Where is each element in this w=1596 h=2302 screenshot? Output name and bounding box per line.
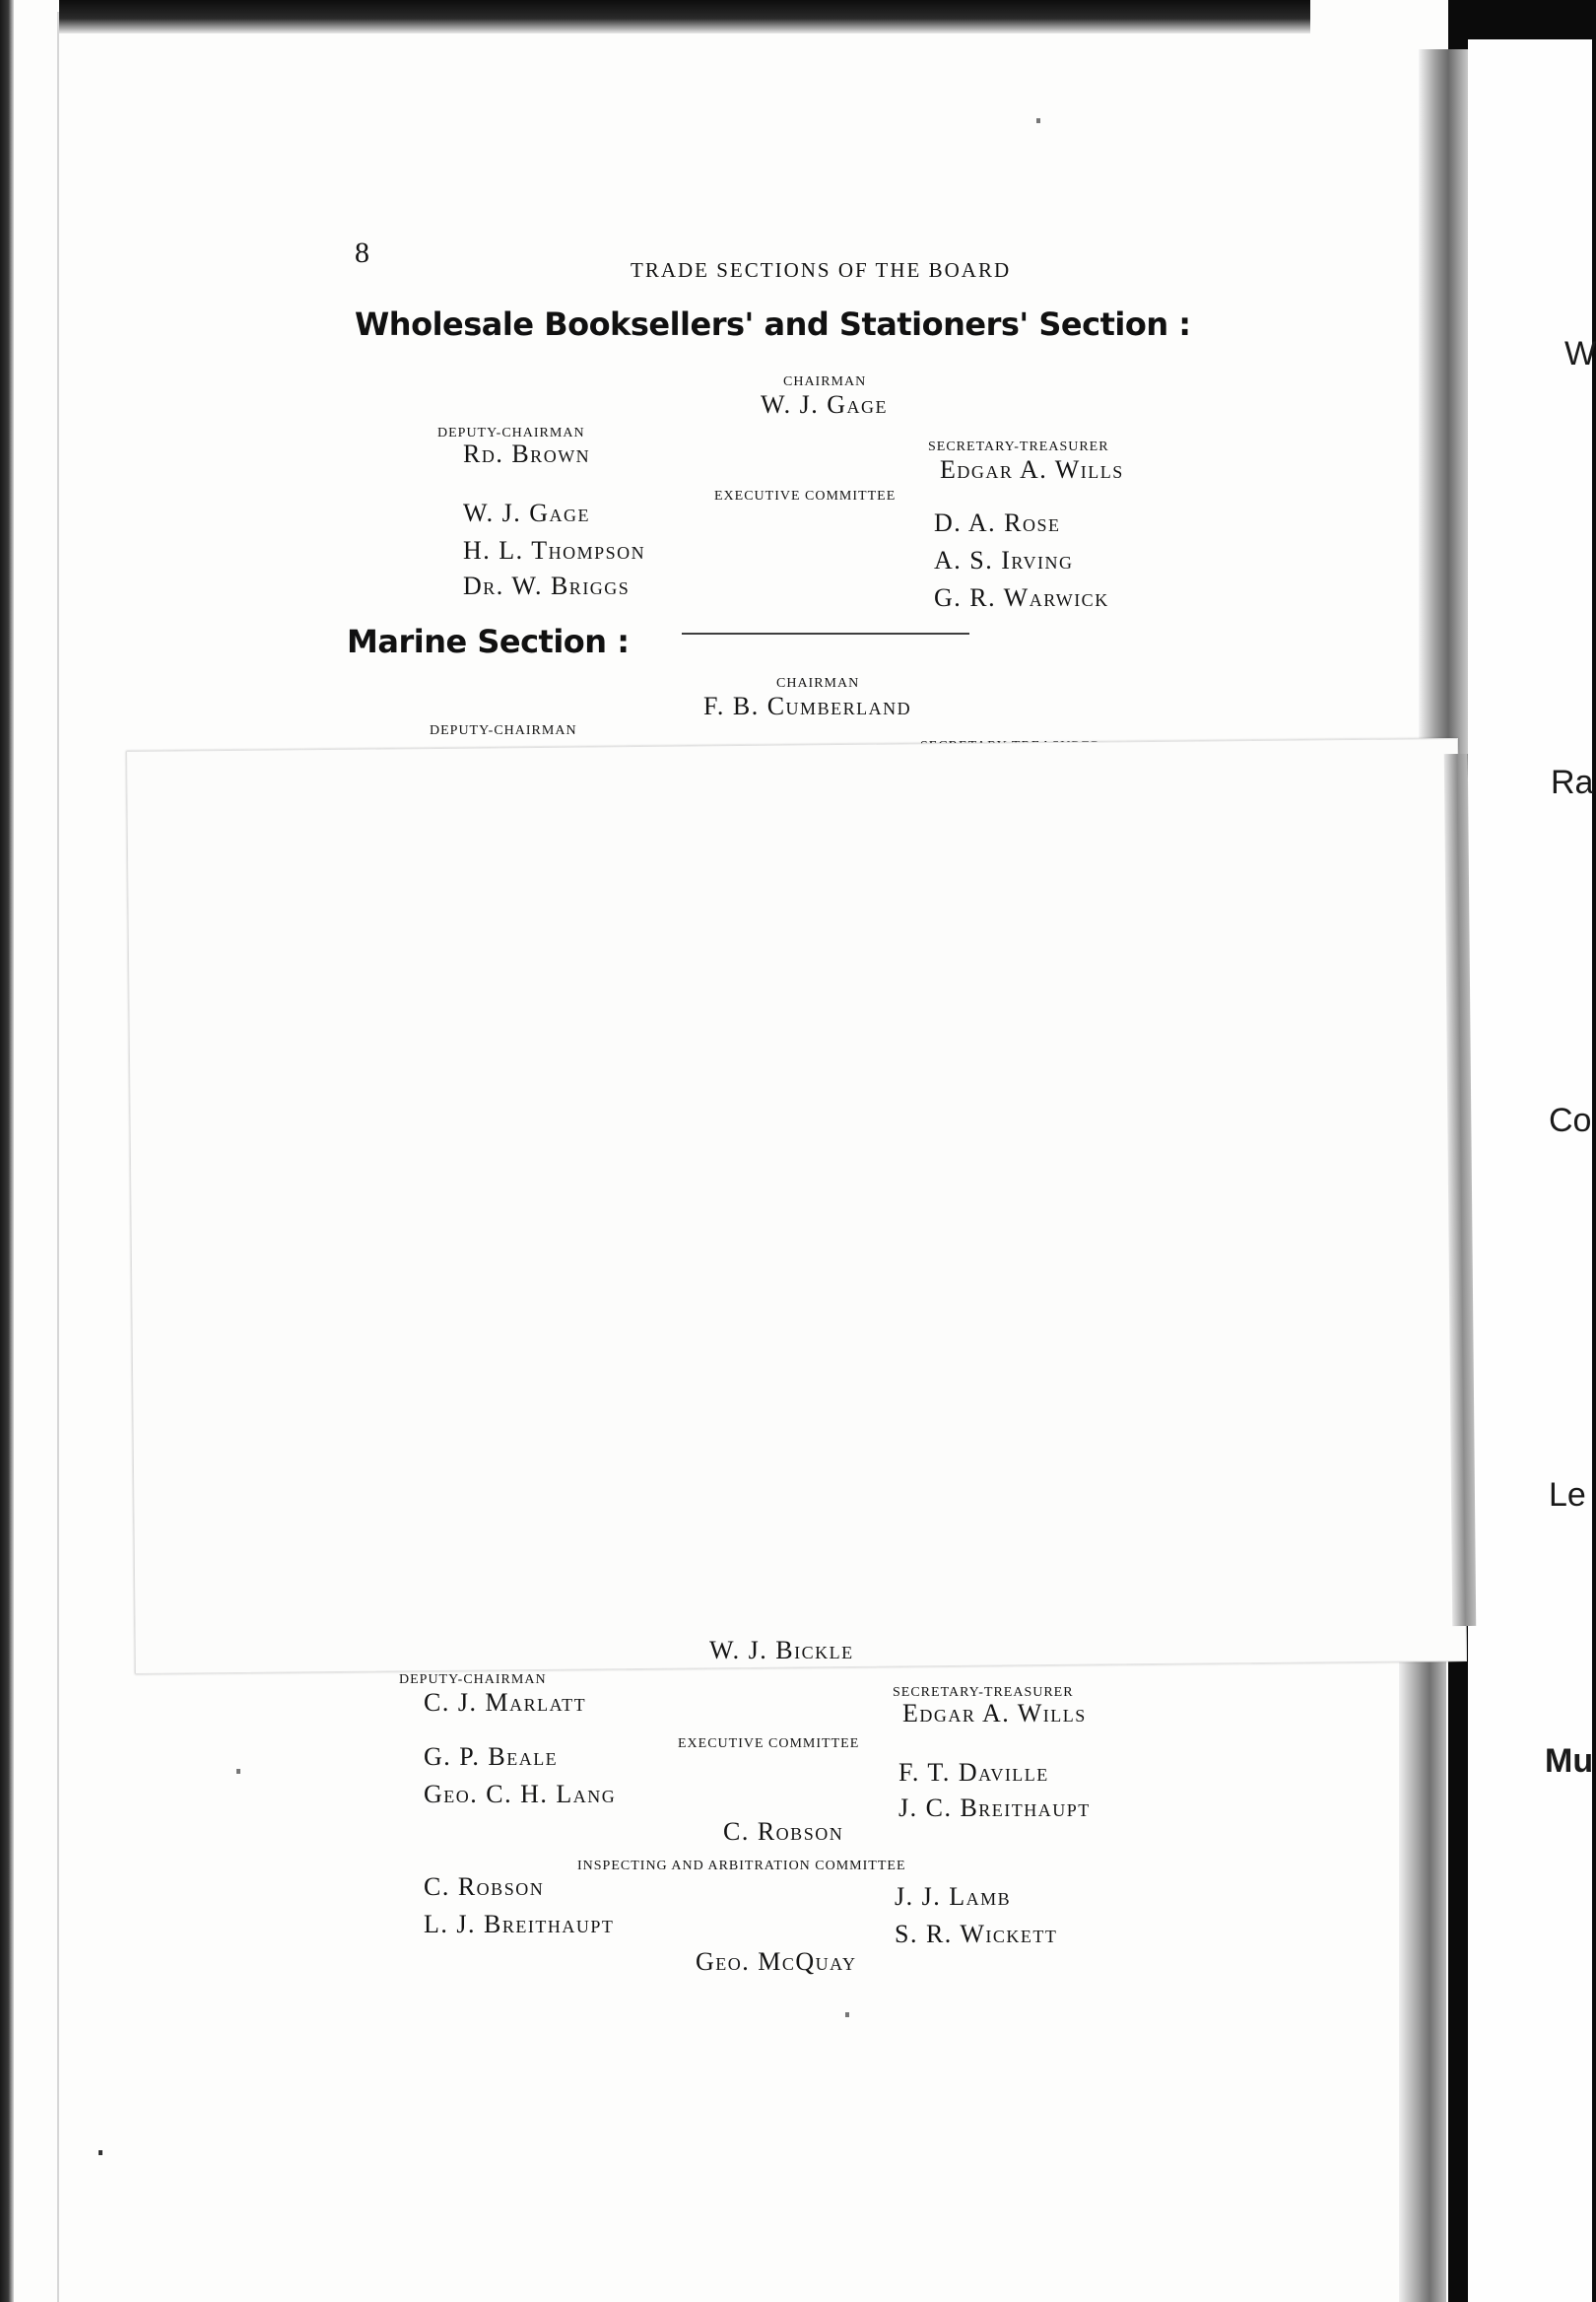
inspecting-member: Geo. McQuay <box>696 1947 857 1976</box>
executive-member: G. P. Beale <box>424 1742 559 1771</box>
executive-member: Dr. W. Briggs <box>463 572 631 600</box>
left-page-binding-shadow <box>0 0 14 2302</box>
right-page-fragment-4: Le <box>1549 1476 1586 1514</box>
deputy-chairman-name: C. J. Marlatt <box>424 1688 587 1717</box>
chairman-name: F. B. Cumberland <box>703 692 912 720</box>
top-page-edge <box>59 0 1310 34</box>
chairman-label: CHAIRMAN <box>776 676 860 691</box>
section-divider <box>682 633 969 635</box>
chairman-name-partial: W. J. Bickle <box>709 1636 854 1664</box>
right-page-fragment-5: Mu <box>1545 1742 1594 1780</box>
section-heading-booksellers: Wholesale Booksellers' and Stationers' Section : <box>355 305 1191 343</box>
right-page-fragment-2: Ra <box>1551 764 1594 801</box>
running-head: TRADE SECTIONS OF THE BOARD <box>631 258 1012 282</box>
page-number: 8 <box>355 237 369 269</box>
deputy-chairman-name: Rd. Brown <box>463 440 591 468</box>
inspecting-member: C. Robson <box>424 1872 545 1901</box>
executive-member: H. L. Thompson <box>463 536 646 565</box>
right-page-fragment-1: W <box>1564 335 1596 372</box>
chairman-label: CHAIRMAN <box>783 374 867 389</box>
executive-member: W. J. Gage <box>463 499 591 527</box>
executive-member: G. R. Warwick <box>934 583 1109 612</box>
gutter-shadow-top <box>1419 49 1468 754</box>
deputy-chairman-label: DEPUTY-CHAIRMAN <box>437 426 585 440</box>
gutter-shadow-bottom <box>1399 1631 1446 2302</box>
scan-speck <box>99 2150 102 2155</box>
executive-member: D. A. Rose <box>934 508 1061 537</box>
chairman-name: W. J. Gage <box>761 390 889 419</box>
inspecting-member: L. J. Breithaupt <box>424 1910 615 1938</box>
scan-speck <box>845 2012 849 2017</box>
executive-member: Geo. C. H. Lang <box>424 1780 617 1808</box>
deputy-chairman-label: DEPUTY-CHAIRMAN <box>399 1672 547 1687</box>
right-page <box>1468 39 1592 2302</box>
pasted-blank-sheet <box>126 738 1467 1674</box>
chairman-partial-wrapper <box>709 1636 906 1667</box>
scan-speck <box>236 1769 240 1774</box>
secretary-treasurer-name: Edgar A. Wills <box>902 1699 1087 1727</box>
executive-member: A. S. Irving <box>934 546 1074 575</box>
inspecting-member: S. R. Wickett <box>895 1920 1058 1948</box>
section-heading-marine: Marine Section : <box>347 623 630 660</box>
inspecting-committee-label: INSPECTING AND ARBITRATION COMMITTEE <box>577 1859 906 1873</box>
executive-member: F. T. Daville <box>898 1758 1049 1787</box>
left-page-edge-line <box>57 12 59 2302</box>
scan-speck <box>1036 118 1040 123</box>
executive-member: C. Robson <box>723 1817 844 1846</box>
executive-member: J. C. Breithaupt <box>898 1794 1091 1822</box>
deputy-chairman-label: DEPUTY-CHAIRMAN <box>430 723 577 738</box>
secretary-treasurer-name: Edgar A. Wills <box>940 455 1124 484</box>
secretary-treasurer-label: SECRETARY-TREASURER <box>928 440 1109 454</box>
secretary-treasurer-label: SECRETARY-TREASURER <box>893 1685 1074 1700</box>
executive-committee-label: EXECUTIVE COMMITTEE <box>678 1736 860 1751</box>
executive-committee-label: EXECUTIVE COMMITTEE <box>714 489 897 504</box>
inspecting-member: J. J. Lamb <box>895 1882 1012 1911</box>
right-page-fragment-3: Co <box>1549 1102 1592 1139</box>
